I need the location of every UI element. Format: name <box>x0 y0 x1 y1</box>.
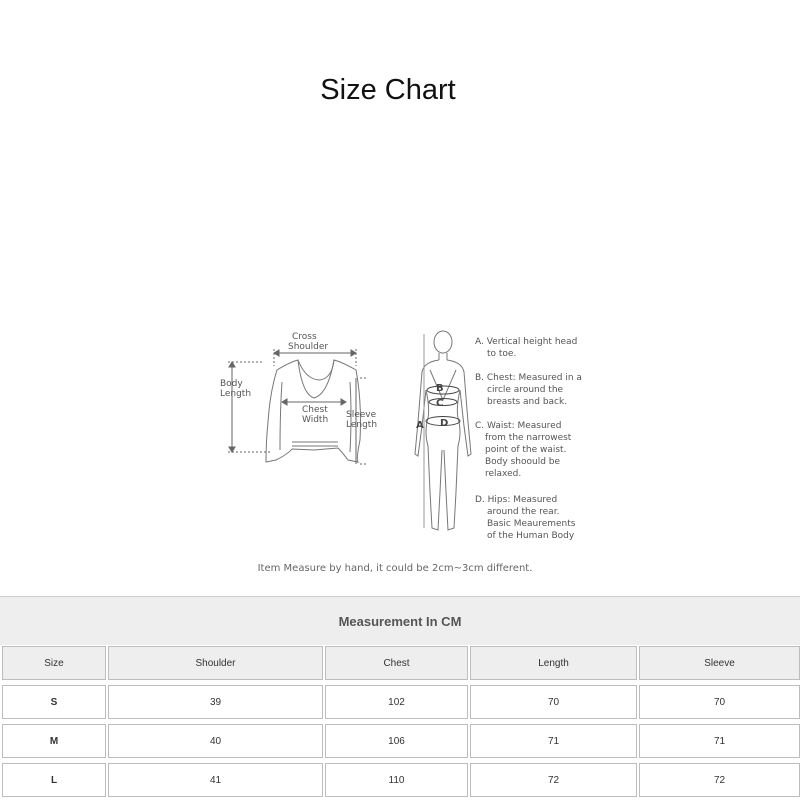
note-b-line-2: circle around the <box>487 385 564 395</box>
body-label-b: B <box>436 383 444 394</box>
table-cell-shoulder: 39 <box>108 685 323 719</box>
header-size: Size <box>2 646 106 680</box>
note-c-line-2: from the narrowest <box>485 433 572 443</box>
table-cell-length: 71 <box>470 724 637 758</box>
table-cell-length: 70 <box>470 685 637 719</box>
table-cell-shoulder: 40 <box>108 724 323 758</box>
body-length-label-1: Body <box>220 379 243 389</box>
measurement-table <box>0 596 800 800</box>
body-length-label-2: Length <box>220 389 252 399</box>
table-cell-shoulder: 41 <box>108 763 323 797</box>
body-label-c: C <box>436 398 444 409</box>
note-a-line-2: to toe. <box>487 349 517 359</box>
table-cell-length: 72 <box>470 763 637 797</box>
chest-width-label-2: Width <box>302 415 329 425</box>
note-c-line-5: relaxed. <box>485 469 522 479</box>
table-row-size: S <box>2 685 106 719</box>
note-c-line-3: point of the waist. <box>485 445 567 455</box>
cross-shoulder-label-2: Shoulder <box>288 342 329 352</box>
note-d-line-1: D. Hips: Measured <box>475 495 558 505</box>
table-cell-sleeve: 70 <box>639 685 800 719</box>
table-cell-sleeve: 71 <box>639 724 800 758</box>
page-title: Size Chart <box>320 74 456 106</box>
note-b-line-3: breasts and back. <box>487 397 568 407</box>
header-shoulder: Shoulder <box>108 646 323 680</box>
header-length: Length <box>470 646 637 680</box>
measurement-diagram <box>210 322 600 584</box>
table-cell-chest: 110 <box>325 763 468 797</box>
table-cell-chest: 106 <box>325 724 468 758</box>
note-d-line-2: around the rear. <box>487 507 560 517</box>
note-d-line-4: of the Human Body <box>487 531 575 541</box>
table-cell-chest: 102 <box>325 685 468 719</box>
note-a-line-1: A. Vertical height head <box>475 337 578 347</box>
table-title: Measurement In CM <box>0 596 800 645</box>
body-label-a: A <box>416 420 424 431</box>
table-cell-sleeve: 72 <box>639 763 800 797</box>
note-d-line-3: Basic Meaurements <box>487 519 576 529</box>
note-c-line-1: C. Waist: Measured <box>475 421 562 431</box>
header-sleeve: Sleeve <box>639 646 800 680</box>
note-b-line-1: B. Chest: Measured in a <box>475 373 582 383</box>
cross-shoulder-label-1: Cross <box>292 332 317 342</box>
measure-note: Item Measure by hand, it could be 2cm~3cm different. <box>257 563 533 574</box>
header-chest: Chest <box>325 646 468 680</box>
table-row-size: M <box>2 724 106 758</box>
chest-width-label-1: Chest <box>302 405 328 415</box>
body-label-d: D <box>440 418 449 429</box>
table-row-size: L <box>2 763 106 797</box>
sleeve-length-label-1: Sleeve <box>346 410 377 420</box>
garment-measure-lines <box>228 349 368 464</box>
sleeve-length-label-2: Length <box>346 420 378 430</box>
body-notes <box>475 337 582 541</box>
note-c-line-4: Body shoould be <box>485 457 561 467</box>
